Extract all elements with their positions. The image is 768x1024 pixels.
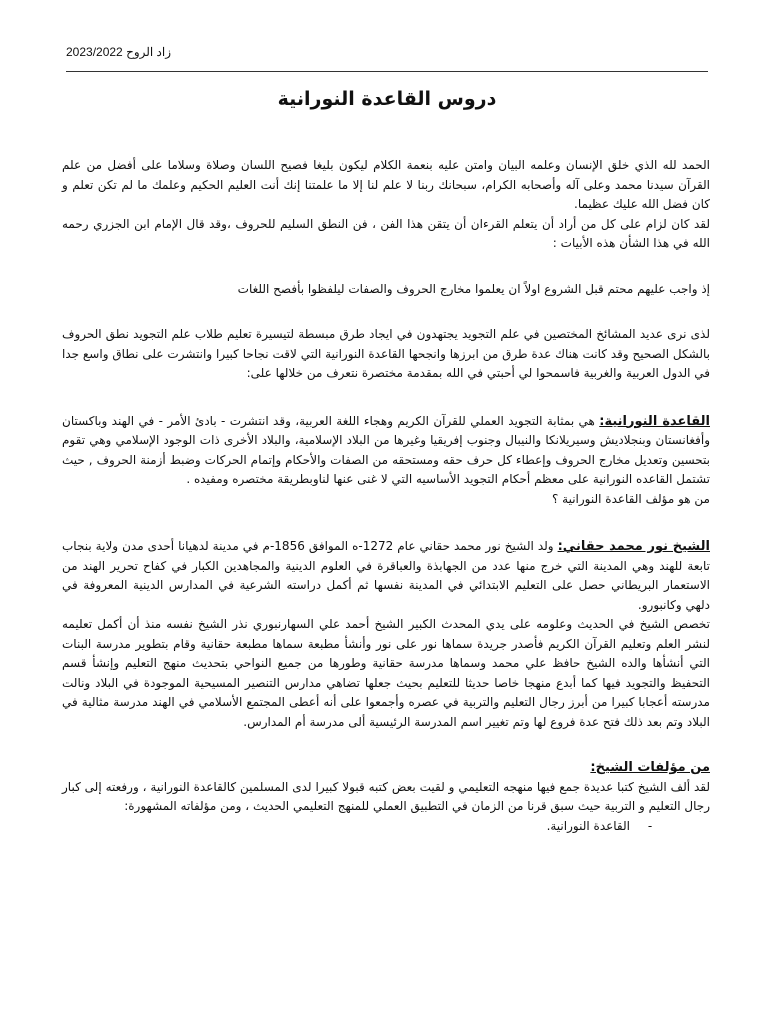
spacer [62, 732, 710, 758]
spacer [62, 509, 710, 537]
sheikh-text-1: ولد الشيخ نور محمد حقاني عام 1272-ه الموافق 1856-م في مدينة لدهيانا أحدى مدن ولاية بنجاب تابعة للهند وهي المدينة التي خرج منها عدد من الجهابذة والعباقرة في العلوم الدينية والمجاهدين الكبار في كفاح تحرير الهند من الاستعمار البريطاني حصل على التعليم الابتدائي في المدينة نفسها ثم أكمل دراسته الشرعية في المدارس الدينية المعروفة في دلهي وكانبورو. [62, 539, 710, 612]
header-divider [66, 71, 708, 72]
header-text: زاد الروح 2023/2022 [66, 45, 172, 59]
list-item [62, 817, 710, 837]
spacer [62, 384, 710, 412]
list-item-label: القاعدة النورانية. [546, 818, 630, 833]
sheikh-paragraph-1 [62, 537, 710, 615]
page-header [66, 40, 708, 64]
author-question: من هو مؤلف القاعدة النورانية ؟ [551, 491, 710, 506]
nourania-text: هي بمثابة التجويد العملي للقرآن الكريم وهجاء اللغة العربية، وقد انتشرت - بادئ الأمر - في الهند وباكستان وأفغانستان وبنجلاديش وسيريلانكا والنيبال وجنوب إفريقيا وغيرها من البلاد الإسلامية، والبلاد الأخرى ذات الوجود الإسلامي وهي تقوم بتحسين وتعديل مخارج الحروف وإعطاء كل حرف حقه ومستحقه من الصفات والأحكام وإتمام الحركات وضبط أزمنة الحروف , حيث تشتمل القاعده النورانية على معظم أحكام التجويد الأساسيه التي لا غنى عنها لناوبطريقة مختصره ومفيده . [62, 413, 710, 486]
verse-line: إذ واجب عليهم محتم قبل الشروع اولاً ان يعلموا مخارج الحروف والصفات ليلفظوا بأفصح اللغات [237, 281, 710, 296]
intro-paragraph-1: الحمد لله الذي خلق الإنسان وعلمه البيان وامتن عليه بنعمة الكلام ليكون بليغا فصيح اللسان وصلاة وسلاما على أفضل من علم القرآن سيدنا محمد وعلى آله وأصحابه الكرام، سبحانك ربنا لا علم لنا إلا ما علمتنا إنك أنت العليم الحكيم وعلمك ما لم تكن تعلم و كان فضل الله عليك عظيما. [62, 158, 710, 211]
nourania-heading: القاعدة النورانية: [599, 413, 710, 429]
works-heading-line [62, 758, 710, 778]
document-body [62, 156, 710, 836]
spacer [62, 299, 710, 325]
list-bullet: - [647, 818, 653, 833]
intro-paragraph-2: لقد كان لزام على كل من أراد أن يتعلم القرءان أن يتقن هذا الفن ، فن النطق السليم للحروف ،وقد قال الإمام ابن الجزري رحمه الله في هذا الشأن هذه الأبيات : [62, 216, 710, 250]
page-title: دروس القاعدة النورانية [277, 88, 497, 110]
sheikh-heading: الشيخ نور محمد حقاني: [557, 539, 710, 554]
intro-paragraph-3: لذى نرى عديد المشائخ المختصين في علم التجويد يجتهدون في ايجاد طرق مبسطة لتيسيرة تعليم طلاب علم التجويد نطق الحروف بالشكل الصحيح وقد كانت هناك عدة طرق من ابرزها وانجحها القاعدة النورانية التي لاقت نجاحا كبيرا وانتشرت على نطاق واسع جدا في الدول العربية والغربية فاسمحوا لي أحبتي في الله بمقدمة مختصرة نتعرف من خلالها على: [62, 327, 710, 380]
spacer [62, 254, 710, 280]
works-heading: من مؤلفات الشيخ: [590, 760, 710, 775]
nourania-paragraph [62, 412, 710, 490]
works-paragraph: لقد ألف الشيخ كتبا عديدة جمع فيها منهجه التعليمي و لقيت بعض كتبه قبولا كبيرا لدى المسلمين كالقاعدة النورانية ، ورفعته إلى كبار رجال التعليم و التربية حيث سبق قرنا من الزمان في التطبيق العملي للمنهج التعليمي الحديث ، ومن مؤلفاته المشهورة: [62, 779, 710, 813]
sheikh-paragraph-2: تخصص الشيخ في الحديث وعلومه على يدي المحدث الكبير الشيخ أحمد علي السهارنبوري نذر الشيخ نفسه منذ أن أكمل تعليمه لنشر العلم وتعليم القرآن الكريم فأصدر جريدة سماها نور على نور وأنشأ مطبعة سماها مطبعة حقانية وقام بتطوير مدرسة البنات التي أنشأها والده الشيخ حافظ علي محمد وسماها مدرسة حقانية وطورها من جميع النواحي بتحديث منهج التعليم وإنشأ قسم التحفيظ والتجويد فيها كما أبدع منهجا خاصا حديثا للتعليم بحيث جعلها تضاهي مدارس التنصير المسيحية الموجودة في البلاد ونالت مدرسته أعجابا كبيرا من أبرز رجال التعليم والتربية في عصره وأجمعوا على أنه أعطى المجتمع الأسلامي في الهند مدرسة مثالية في البلاد وتم بعد ذلك فتح عدة فروع لها وتم تغيير اسم المدرسة الرئيسية ألى مدرسة أم المدارس. [62, 617, 710, 729]
